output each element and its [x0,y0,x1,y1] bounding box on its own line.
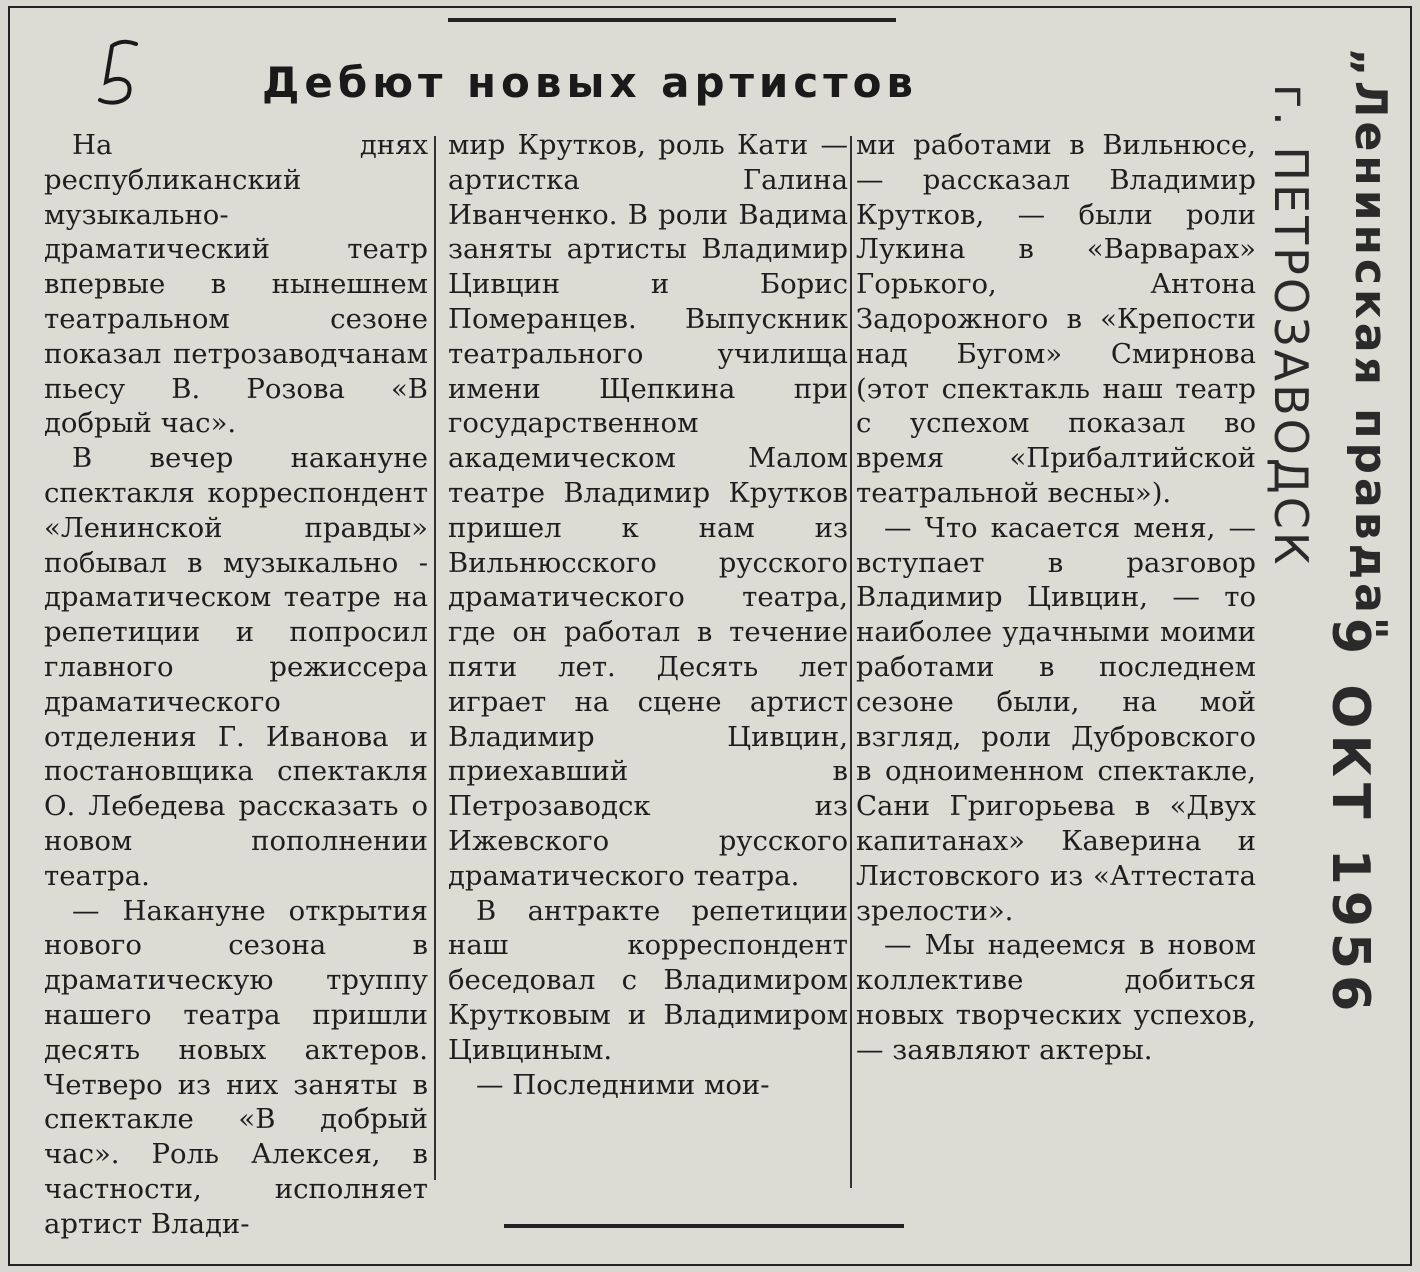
stamp-city: г. ПЕТРОЗАВОДСК [1264,84,1318,568]
paragraph: В антракте репетиции наш корреспондент беседовал с Владимиром Крутковым и Владимиром Цивциным. [448,894,848,1066]
stamp-date: 9 ОКТ 1956 [1320,618,1380,1018]
handwritten-mark [78,38,148,108]
paragraph: На днях республиканский музыкально-драматический театр впервые в нынешнем театральном сезоне показал петрозаводчанам пьесу В. Розова «В добрый час». [44,129,428,440]
column-2 [448,128,848,1102]
paragraph: — Что касается меня, — вступает в разговор Владимир Цивцин, — то наиболее удачными моими работами в последнем сезоне были, на мой взгляд, роли Дубровского в одноименном спектакле, Сани Григорьева в «Двух капитанах» Каверина и Листовского из «Аттестата зрелости». [856,511,1256,927]
paragraph: мир Крутков, роль Кати — артистка Галина Иванченко. В роли Вадима заняты артисты Владимир Цивцин и Борис Померанцев. Выпускник театрального училища имени Щепкина при государственном академическом Малом театре Владимир Крутков пришел к нам из Вильнюсского русского драматического театра, где он работал в течение пяти лет. Десять лет играет на сцене артист Владимир Цивцин, приехавший в Петрозаводск из Ижевского русского драматического театра. [448,129,848,892]
paragraph: — Накануне открытия нового сезона в драматическую труппу нашего театра пришли десять новых актеров. Четверо из них заняты в спектакле «В добрый час». Роль Алексея, в частности, исполняет артист Влади- [44,894,428,1240]
paragraph: — Последними мои- [476,1068,770,1101]
column-divider [434,136,436,1180]
paragraph: В вечер накануне спектакля корреспондент «Ленинской правды» побывал в музыкально - драматическом театре на репетиции и попросил главного режиссера драматического отделения Г. Иванова и постановщика спектакля О. Лебедева рассказать о новом пополнении театра. [44,442,428,892]
paragraph: ми работами в Вильнюсе, — рассказал Владимир Крутков, — были роли Лукина в «Варварах» Горького, Антона Задорожного в «Крепости над Бугом» Смирнова (этот спектакль наш театр с успехом показал во время «Прибалтийской театральной весны»). [856,129,1256,509]
paragraph: — Мы надеемся в новом коллективе добиться новых творческих успехов, — заявляют актеры. [856,929,1256,1066]
column-1 [44,128,428,1242]
column-3 [856,128,1256,1068]
headline: Дебют новых артистов [262,58,919,107]
column-divider [850,136,852,1188]
bottom-rule [504,1224,904,1228]
stamp-paper-name: „Ленинская правда" [1345,48,1396,644]
top-rule [448,18,896,22]
